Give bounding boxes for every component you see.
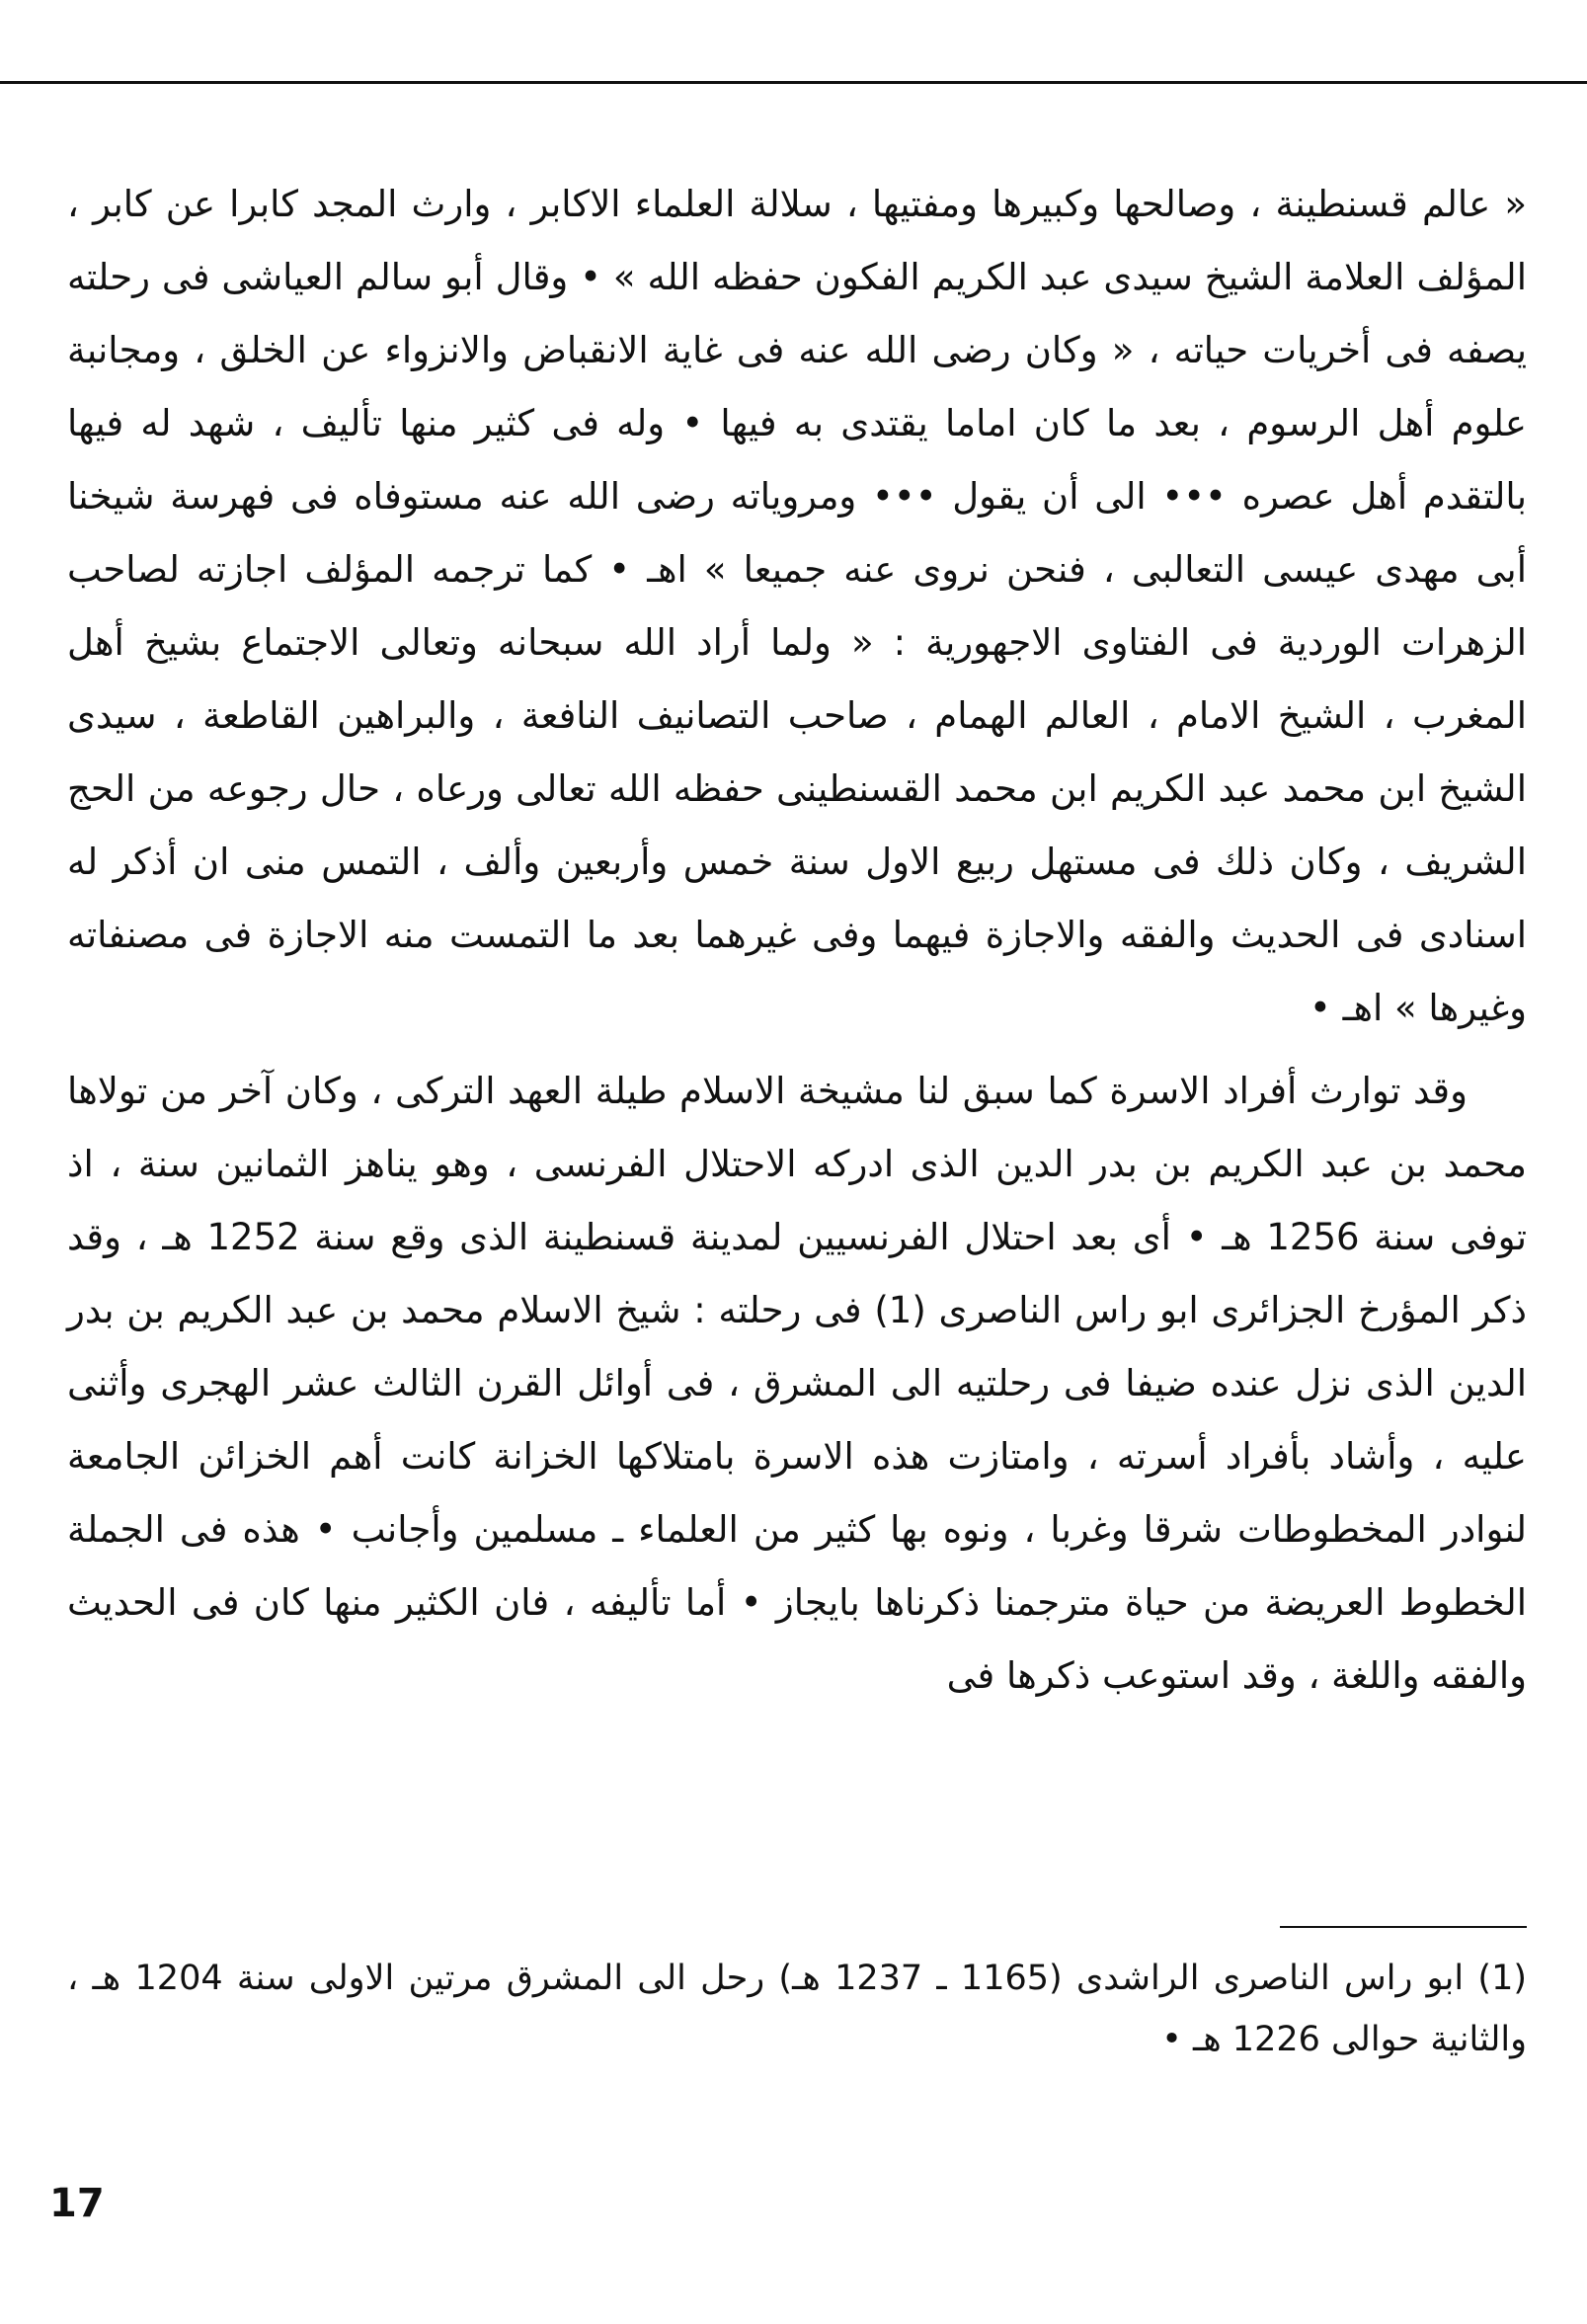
footnote-rule: [1280, 1926, 1527, 1928]
paragraph-2: وقد توارث أفراد الاسرة كما سبق لنا مشيخة الاسلام طيلة العهد التركى ، وكان آخر من تولاها محمد بن عبد الكريم بن بدر الدين الذى ادركه الاحتلال الفرنسى ، وهو يناهز الثمانين سنة ، اذ توفى سنة 1256 هـ • أى بعد احتلال الفرنسيين لمدينة قسنطينة الذى وقع سنة 1252 هـ ، وقد ذكر المؤرخ الجزائرى ابو راس الناصرى (1) فى رحلته : شيخ الاسلام محمد بن عبد الكريم بن بدر الدين الذى نزل عنده ضيفا فى رحلتيه الى المشرق ، فى أوائل القرن الثالث عشر الهجرى وأثنى عليه ، وأشاد بأفراد أسرته ، وامتازت هذه الاسرة بامتلاكها الخزانة كانت أهم الخزائن الجامعة لنوادر المخطوطات شرقا وغربا ، ونوه بها كثير من العلماء ـ مسلمين وأجانب • هذه فى الجملة الخطوط العريضة من حياة مترجمنا ذكرناها بايجاز • أما تأليفه ، فان الكثير منها كان فى الحديث والفقه واللغة ، وقد استوعب ذكرها فى: [67, 1070, 1527, 1697]
page-number: 17: [49, 2181, 105, 2226]
footnote: (1) ابو راس الناصرى الراشدى (1165 ـ 1237 هـ) رحل الى المشرق مرتين الاولى سنة 1204 هـ ، والثانية حوالى 1226 هـ •: [67, 1959, 1527, 2059]
main-text: [67, 168, 1527, 1713]
paragraph-1: « عالم قسنطينة ، وصالحها وكبيرها ومفتيها ، سلالة العلماء الاكابر ، وارث المجد كابرا عن كابر ، المؤلف العلامة الشيخ سيدى عبد الكريم الفكون حفظه الله » • وقال أبو سالم العياشى فى رحلته يصفه فى أخريات حياته ، « وكان رضى الله عنه فى غاية الانقباض والانزواء عن الخلق ، ومجانبة علوم أهل الرسوم ، بعد ما كان اماما يقتدى به فيها • وله فى كثير منها تأليف ، شهد له فيها بالتقدم أهل عصره ••• الى أن يقول ••• ومروياته رضى الله عنه مستوفاه فى فهرسة شيخنا أبى مهدى عيسى التعالبى ، فنحن نروى عنه جميعا » اهـ • كما ترجمه المؤلف اجازته لصاحب الزهرات الوردية فى الفتاوى الاجهورية : « ولما أراد الله سبحانه وتعالى الاجتماع بشيخ أهل المغرب ، الشيخ الامام ، العالم الهمام ، صاحب التصانيف النافعة ، والبراهين القاطعة ، سيدى الشيخ ابن محمد عبد الكريم ابن محمد القسنطينى حفظه الله تعالى ورعاه ، حال رجوعه من الحج الشريف ، وكان ذلك فى مستهل ربيع الاول سنة خمس وأربعين وألف ، التمس منى ان أذكر له اسنادى فى الحديث والفقه والاجازة فيهما وفى غيرهما بعد ما التمست منه الاجازة فى مصنفاته وغيرها » اهـ •: [67, 183, 1527, 1029]
top-rule: [0, 81, 1587, 84]
